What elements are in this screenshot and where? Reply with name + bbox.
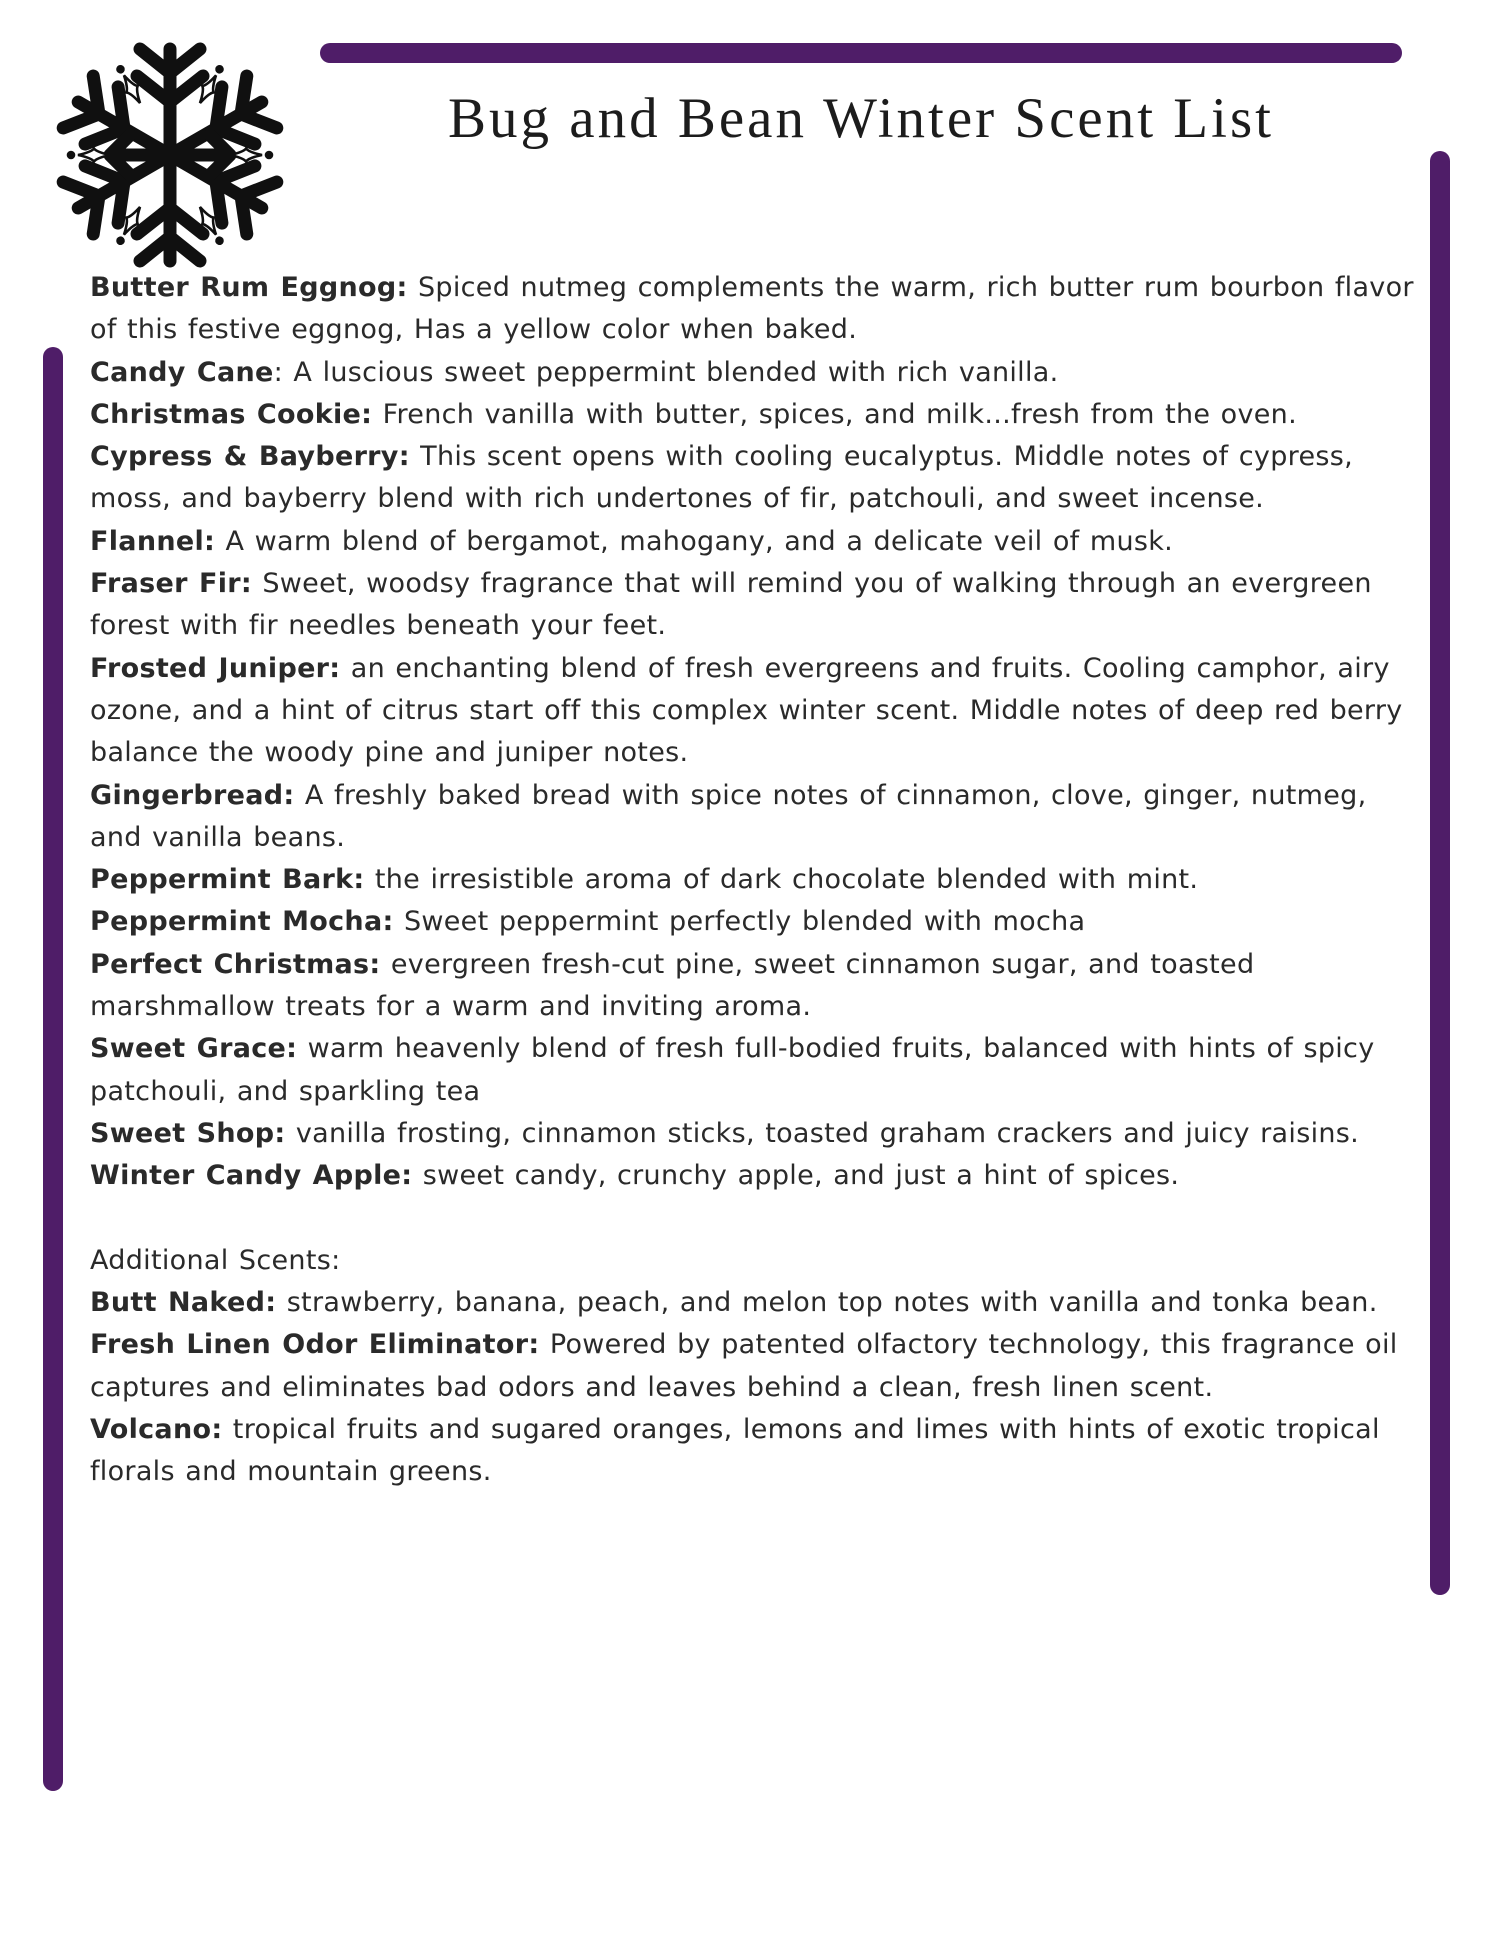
additional-scents-heading: Additional Scents: <box>90 1244 341 1276</box>
scent-entry <box>90 944 1414 1029</box>
scent-description: strawberry, banana, peach, and melon top notes with vanilla and tonka bean. <box>276 1287 1378 1319</box>
scent-description: Sweet, woodsy fragrance that will remind you of walking through an evergreen forest with fir needles beneath your feet. <box>90 568 1372 642</box>
scent-entry <box>90 436 1414 521</box>
scent-entry <box>90 648 1414 775</box>
scent-description: French vanilla with butter, spices, and milk...fresh from the oven. <box>372 398 1297 430</box>
scent-name: Peppermint Mocha: <box>90 906 394 938</box>
scent-name: Candy Cane <box>90 356 274 388</box>
scent-name: Sweet Shop: <box>90 1117 286 1149</box>
scent-entry <box>90 775 1414 860</box>
scent-description: tropical fruits and sugared oranges, lemons and limes with hints of exotic tropical florals and mountain greens. <box>90 1414 1380 1488</box>
scent-description: A freshly baked bread with spice notes of cinnamon, clove, ginger, nutmeg, and vanilla beans. <box>90 779 1367 853</box>
scent-name: Winter Candy Apple: <box>90 1160 413 1192</box>
scent-name: Gingerbread: <box>90 779 295 811</box>
scent-entry <box>90 859 1414 901</box>
scent-description: an enchanting blend of fresh evergreens and fruits. Cooling camphor, airy ozone, and a hint of citrus start off this complex winter scent. Middle notes of deep red berry balance the woody pine and juniper notes. <box>90 652 1403 769</box>
scent-description: This scent opens with cooling eucalyptus. Middle notes of cypress, moss, and bayberry blend with rich undertones of fir, patchouli, and sweet incense. <box>90 441 1353 515</box>
page-title: Bug and Bean Winter Scent List <box>448 87 1274 150</box>
scent-description: the irresistible aroma of dark chocolate blended with mint. <box>364 864 1199 896</box>
scent-description: : A luscious sweet peppermint blended with rich vanilla. <box>273 356 1059 388</box>
scent-name: Flannel: <box>90 525 216 557</box>
scent-name: Sweet Grace: <box>90 1033 298 1065</box>
scent-entry <box>90 1028 1414 1113</box>
scent-description: A warm blend of bergamot, mahogany, and a delicate veil of musk. <box>215 525 1174 557</box>
scent-entry <box>90 1409 1414 1494</box>
scent-entry <box>90 521 1414 563</box>
scent-entry <box>90 1282 1414 1324</box>
scent-description: Powered by patented olfactory technology, this fragrance oil captures and eliminates bad odors and leaves behind a clean, fresh linen scent. <box>90 1329 1398 1403</box>
scent-name: Cypress & Bayberry: <box>90 441 410 473</box>
scent-entry <box>90 352 1414 394</box>
scent-entry <box>90 1324 1414 1409</box>
scent-name: Perfect Christmas: <box>90 948 381 980</box>
scent-description: evergreen fresh-cut pine, sweet cinnamon sugar, and toasted marshmallow treats for a warm and inviting aroma. <box>90 948 1255 1023</box>
scent-name: Butter Rum Eggnog: <box>90 272 408 303</box>
scent-name: Christmas Cookie: <box>90 398 373 430</box>
scent-name: Butt Naked: <box>90 1287 277 1319</box>
scent-description: sweet candy, crunchy apple, and just a hint of spices. <box>412 1160 1180 1192</box>
left-accent-bar <box>43 347 63 1791</box>
scent-name: Peppermint Bark: <box>90 864 365 896</box>
scent-list <box>90 267 1414 1494</box>
scent-entry <box>90 563 1414 648</box>
scent-entry <box>90 394 1414 436</box>
scent-description: warm heavenly blend of fresh full-bodied fruits, balanced with hints of spicy patchouli, and sparkling tea <box>90 1033 1375 1107</box>
snowflake-icon <box>55 33 285 277</box>
scent-name: Fresh Linen Odor Eliminator: <box>90 1329 540 1361</box>
scent-entry <box>90 1113 1414 1155</box>
scent-entry <box>90 1155 1414 1197</box>
scent-name: Fraser Fir: <box>90 568 252 600</box>
scent-name: Frosted Juniper: <box>90 652 341 684</box>
scent-description: vanilla frosting, cinnamon sticks, toasted graham crackers and juicy raisins. <box>285 1117 1360 1149</box>
scent-entry <box>90 267 1414 352</box>
scent-description: Sweet peppermint perfectly blended with mocha <box>393 906 1086 938</box>
scent-name: Volcano: <box>90 1414 223 1446</box>
right-accent-bar <box>1430 151 1450 1595</box>
scent-entry <box>90 901 1414 943</box>
scent-description: Spiced nutmeg complements the warm, rich butter rum bourbon flavor of this festive eggnog, Has a yellow color when baked. <box>90 272 1414 346</box>
top-accent-bar <box>320 43 1402 63</box>
